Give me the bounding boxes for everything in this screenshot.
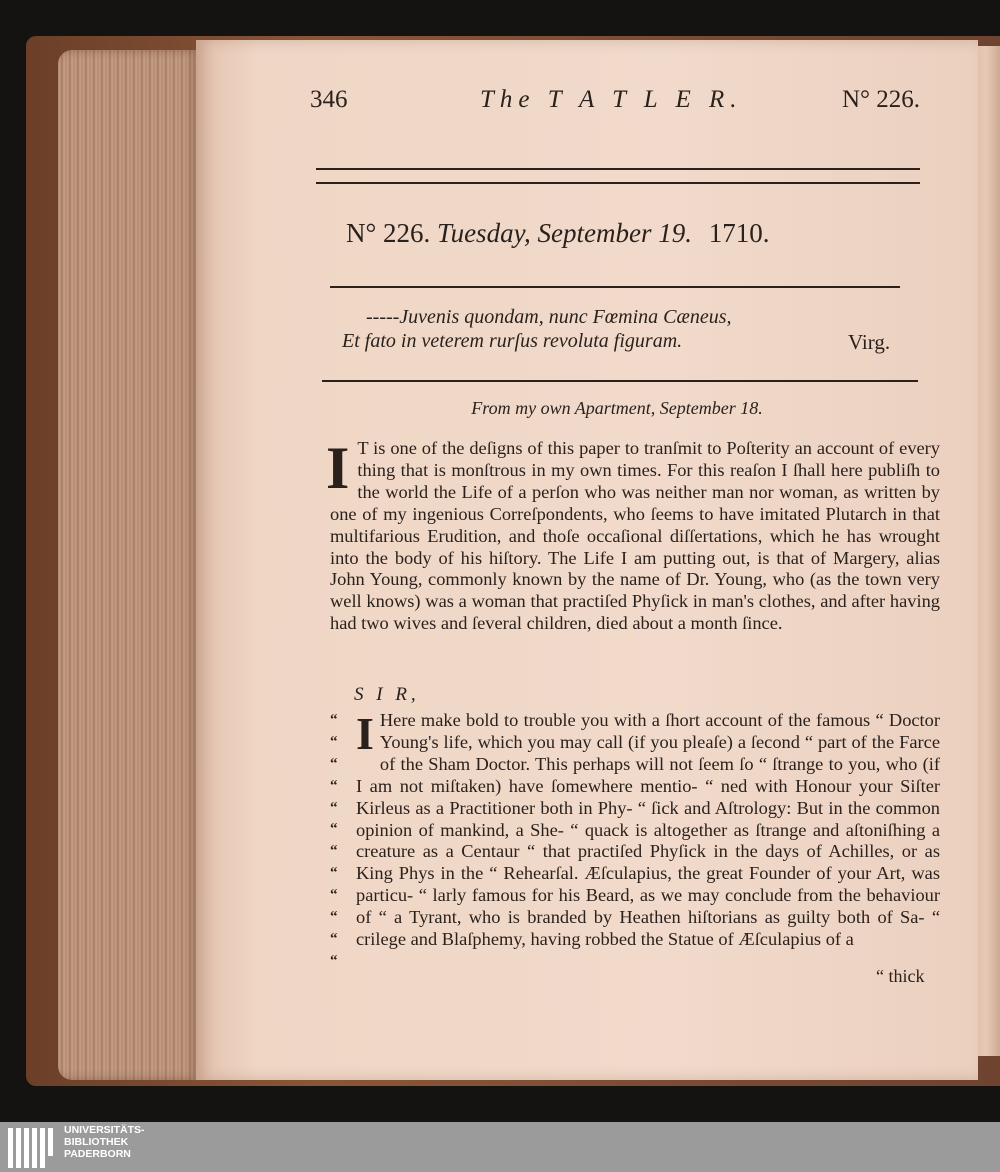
quote-mark: “ (330, 799, 338, 816)
running-head (310, 86, 920, 126)
motto-line-1: -----Juvenis quondam, nunc Fœmina Cæneus, (366, 306, 732, 328)
quote-mark: “ (330, 777, 338, 794)
library-name-line: UNIVERSITÄTS- (64, 1124, 145, 1136)
drop-cap: I (326, 435, 350, 501)
quote-mark: “ (330, 930, 338, 947)
page-number: 346 (310, 86, 348, 113)
letter-text: Here make bold to trouble you with a ſhort account of the famous “ Doctor Young's life, which you may call (if you pleaſe) a ſecond “ part of the Farce of the Sham Doctor. This perhaps will not ſeem ſo “ ſtrange to you, who (if I am not miſtaken) have ſomewhere mentio- “ ned with Honour your Siſter Kirleus as a Practitioner both in Phy- “ ſick and Aſtrology: But in the common opinion of mankind, a She- “ quack is altogether as ſtrange and aſtoniſhing a creature as a Centaur “ that practiſed Phyſick in the days of Achilles, or as King Phys in the “ Rehearſal. Æſculapius, the great Founder of your Art, was particu- “ larly famous for his Beard, as we may conclude from the behaviour of “ a Tyrant, who is branded by Heathen hiſtorians as guilty both of Sa- “ crilege and Blaſphemy, having robbed the Statue of Æſculapius of a (356, 710, 940, 950)
motto-source: Virg. (848, 330, 891, 354)
quote-mark: “ (330, 887, 338, 904)
issue-rule (330, 286, 900, 288)
header-rule-top (316, 168, 920, 170)
opening-paragraph (326, 435, 940, 635)
library-logo-icon (6, 1124, 56, 1170)
book-page (196, 40, 978, 1080)
issue-year: 1710. (708, 218, 770, 248)
header-rule-bottom (316, 182, 920, 184)
letter-drop-cap: I (356, 708, 374, 759)
dateline: From my own Apartment, September 18. (471, 398, 763, 418)
quote-mark: “ (330, 712, 338, 728)
quote-mark: “ (330, 909, 338, 926)
salutation: S I R, (354, 684, 420, 705)
quote-mark: “ (330, 865, 338, 882)
motto-line-2: Et fato in veterem rurſus revoluta figuram. (342, 330, 683, 352)
catchword: “ thick (876, 966, 925, 986)
library-name-line: BIBLIOTHEK (64, 1136, 129, 1148)
quote-mark: “ (330, 843, 338, 860)
page-edges (58, 50, 200, 1080)
library-name (64, 1124, 145, 1160)
opening-paragraph-text: T is one of the deſigns of this paper to tranſmit to Poſterity an account of every thing that is monſtrous in my own times. For this reaſon I ſhall here publiſh to the world the Life of a perſon who was neither man nor woman, as written by one of my ingenious Correſpondents, who ſeems to have imitated Plutarch in that multifarious Erudition, and thoſe occaſional diſſertations, which he has wrought into the body of his hiſtory. The Life I am putting out, is that of Margery, alias John Young, commonly known by the name of Dr. Young, who (as the town very well knows) was a woman that practiſed Phyſick in man's clothes, and after having had two wives and ſeveral children, died about a month ſince. (330, 438, 940, 634)
motto-rule (322, 380, 918, 382)
issue-date: Tuesday, September 19. (437, 218, 693, 248)
letter-paragraph (330, 710, 940, 951)
quote-mark: “ (330, 733, 338, 750)
library-name-line: PADERBORN (64, 1148, 131, 1160)
quote-mark: “ (330, 821, 338, 838)
issue-title (346, 218, 846, 249)
quote-mark: “ (330, 952, 338, 969)
library-footer (0, 1122, 1000, 1172)
issue-header: N° 226. (841, 86, 920, 113)
quote-mark: “ (330, 755, 338, 772)
publication-title: The T A T L E R. (480, 86, 743, 113)
issue-number: N° 226. (346, 218, 431, 248)
